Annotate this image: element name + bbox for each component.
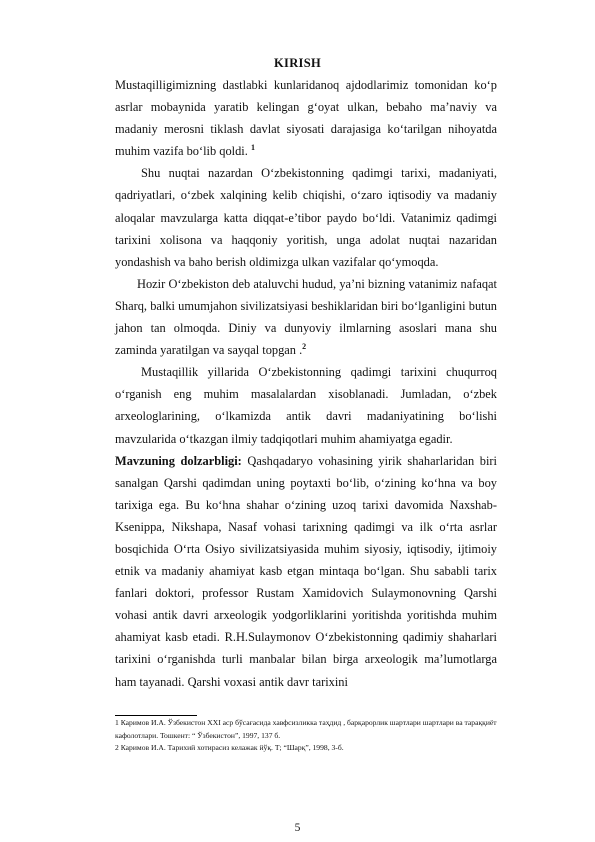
paragraph-3 [115,273,497,361]
paragraph-4 [115,361,497,449]
body-text [115,74,497,693]
paragraph-4-text: Mustaqillik yillarida O‘zbekistonning qadimgi tarixini chuqurroq o‘rganish eng muhim masalalardan xisoblanadi. Jumladan, o‘zbek arxeologlarining, o‘lkamizda antik davri madaniyatining bo‘lishi mavzularida o‘tkazgan ilmiy tadqiqotlari muhim ahamiyatga egadir. [115,365,497,446]
paragraph-1-text: Mustaqilligimizning dastlabki kunlaridanoq ajdodlarimiz tomonidan ko‘p asrlar mobaynida yaratib kelingan g‘oyat ulkan, bebaho ma’naviy va madaniy merosni tiklash davlat siyosati darajasiga ko‘tarilgan nihoyatda muhim vazifa bo‘lib qoldi. [115,78,497,159]
footnote-separator [115,715,197,716]
footnotes [115,717,497,755]
relevance-heading: Mavzuning dolzarbligi: [115,453,242,468]
footnote-ref-2: 2 [302,342,307,351]
page-number: 5 [294,822,301,834]
paragraph-1 [115,74,497,162]
footnote-1: 1 Каримов И.А. Ўзбекистон XXI аср бўсағасида хавфсизликка таҳдид , барқарорлик шартлари шартлари ва тараққиёт кафолотлари. Тошкент: “ Ўзбекистон”, 1997, 137 б. [115,718,497,740]
paragraph-5 [115,450,497,693]
footnote-2: 2 Каримов И.А. Тарихий хотирасиз келажак йўқ. Т; “Шарқ”, 1998, 3-б. [115,743,344,753]
page-title: KIRISH [274,56,321,70]
paragraph-2-text: Shu nuqtai nazardan O‘zbekistonning qadimgi tarixi, madaniyati, qadriyatlari, o‘zbek xalqining kelib chiqishi, o‘zaro iqtisodiy va madaniy aloqalar mavzularga katta diqqat-e’tibor paydo bo‘ldi. Vatanimiz qadimgi tarixini xolisona va haqqoniy yoritish, unga adolat nuqtai nazaridan yondashish va baho berish oldimizga ulkan vazifalar qo‘ymoqda. [115,166,497,269]
paragraph-5-text: Qashqadaryo vohasining yirik shaharlaridan biri sanalgan Qarshi qadimdan uning poytaxti bo‘lib, o‘zining ko‘hna va boy tarixiga ega. Bu ko‘hna shahar o‘zining uzoq tarixi davomida Naxshab-Ksenippa, Nikshapa, Nasaf vohasi tarixning qadimgi va ilk o‘rta asrlar bosqichida O‘rta Osiyo sivilizatsiyasida muhim siyosiy, iqtisodiy, ijtimoiy etnik va madaniy ahamiyat kasb etgan mintaqa bo‘lgan. Shu sababli tarix fanlari doktori, professor Rustam Xamidovich Sulaymonovning Qarshi vohasi antik davri arxeologik yodgorliklarini yoritishda yoritishda muhim ahamiyat kasb etadi. R.H.Sulaymonov O‘zbekistonning qadimiy shaharlari tarixini o‘rganishda turli manbalar bilan birga arxeologik ma’lumotlarga ham tayanadi. Qarshi voxasi antik davr tarixini [115,453,497,689]
paragraph-3-text: Hozir O‘zbekiston deb ataluvchi hudud, ya’ni bizning vatanimiz nafaqat Sharq, balki umumjahon sivilizatsiyasi beshiklaridan biri bo‘lganligini butun jahon tan olmoqda. Diniy va dunyoviy ilmlarning asoslari mana shu zaminda yaratilgan va sayqal topgan . [115,276,497,358]
footnote-ref-1: 1 [250,143,255,153]
paragraph-2 [115,162,497,272]
